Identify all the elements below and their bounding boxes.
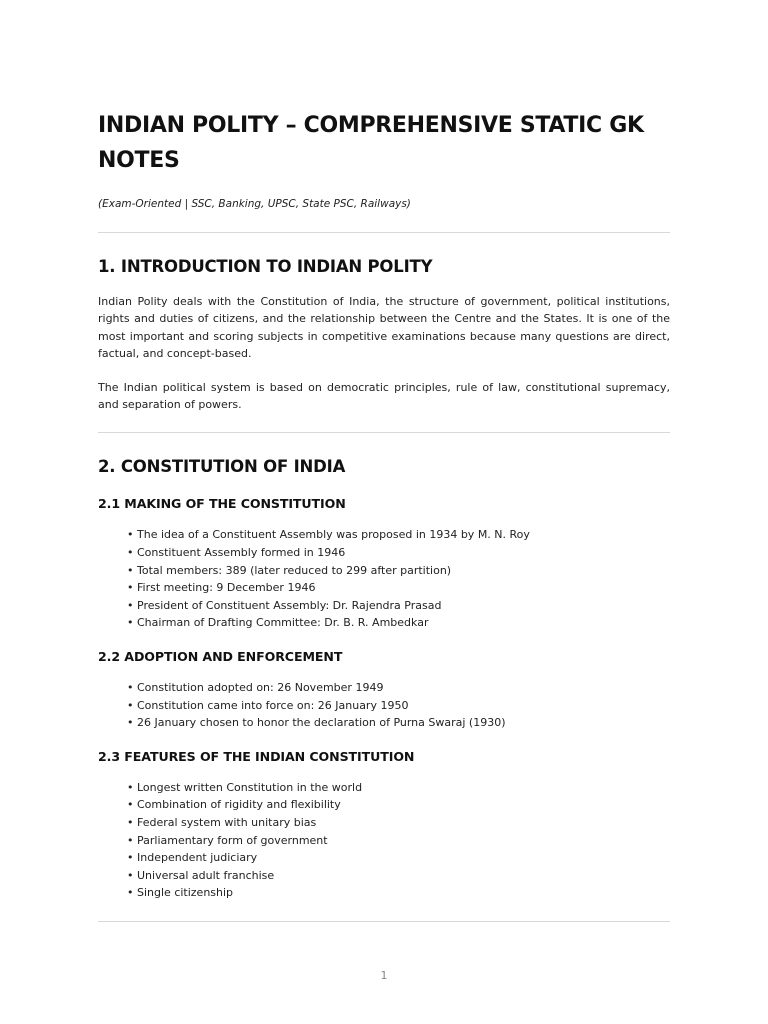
list-item: • Universal adult franchise — [127, 867, 670, 885]
section-heading: 1. INTRODUCTION TO INDIAN POLITY — [98, 257, 433, 276]
section-heading: 2. CONSTITUTION OF INDIA — [98, 457, 346, 477]
section-introduction — [98, 255, 670, 413]
list-item: • Constitution adopted on: 26 November 1949 — [127, 679, 670, 697]
subsection-heading: 2.2 ADOPTION AND ENFORCEMENT — [98, 649, 343, 664]
bullet-list — [98, 526, 670, 632]
subsection-heading: 2.3 FEATURES OF THE INDIAN CONSTITUTION — [98, 748, 415, 764]
list-item: • Total members: 389 (later reduced to 299 after partition) — [127, 562, 670, 580]
list-item: • Parliamentary form of government — [127, 832, 670, 850]
paragraph: Indian Polity deals with the Constitution of India, the structure of government, political institutions, rights and duties of citizens, and the relationship between the Centre and the States. It is one of the most important and scoring subjects in competitive examinations because many questions are direct, factual, and concept-based. — [98, 295, 670, 361]
divider — [98, 432, 670, 433]
list-item: • Constitution came into force on: 26 January 1950 — [127, 697, 670, 715]
page-number: 1 — [380, 969, 388, 982]
list-item: • Single citizenship — [127, 884, 670, 902]
bullet-list — [98, 679, 670, 732]
list-item: • Longest written Constitution in the world — [127, 779, 670, 797]
list-item: • 26 January chosen to honor the declaration of Purna Swaraj (1930) — [127, 714, 670, 732]
bullet-list — [98, 779, 670, 902]
list-item: • Chairman of Drafting Committee: Dr. B. R. Ambedkar — [127, 614, 670, 632]
subsection-heading: 2.1 MAKING OF THE CONSTITUTION — [98, 496, 346, 512]
paragraph: The Indian political system is based on democratic principles, rule of law, constitutional supremacy, and separation of powers. — [98, 380, 670, 412]
list-item: • The idea of a Constituent Assembly was proposed in 1934 by M. N. Roy — [127, 526, 670, 544]
document-title: INDIAN POLITY – COMPREHENSIVE STATIC GK NOTES — [98, 113, 644, 173]
document-page — [98, 108, 670, 922]
divider — [98, 921, 670, 922]
list-item: • Combination of rigidity and flexibility — [127, 796, 670, 814]
divider — [98, 232, 670, 233]
list-item: • President of Constituent Assembly: Dr. Rajendra Prasad — [127, 597, 670, 615]
section-constitution — [98, 455, 670, 902]
list-item: • Constituent Assembly formed in 1946 — [127, 544, 670, 562]
list-item: • Independent judiciary — [127, 849, 670, 867]
document-subtitle: (Exam-Oriented | SSC, Banking, UPSC, State PSC, Railways) — [98, 198, 411, 210]
list-item: • First meeting: 9 December 1946 — [127, 579, 670, 597]
list-item: • Federal system with unitary bias — [127, 814, 670, 832]
